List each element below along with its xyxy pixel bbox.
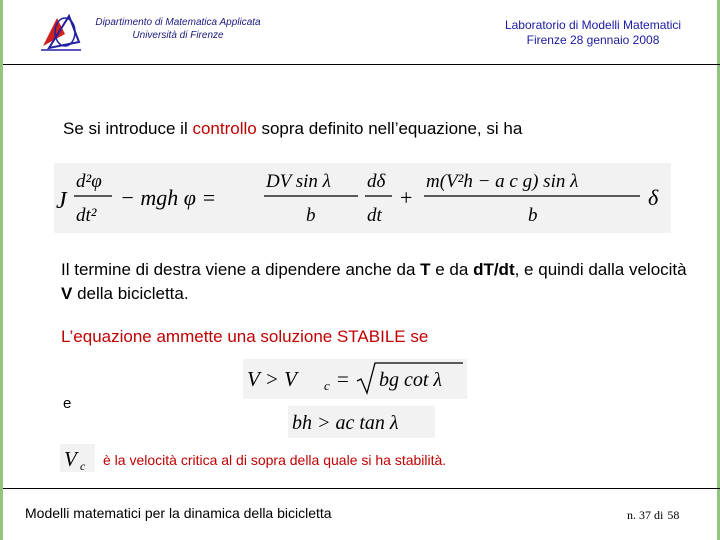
eq-b2: b xyxy=(528,205,538,226)
department-line2: Università di Firenze xyxy=(132,30,224,41)
eq-num2: m(V²h − a c g) sin λ xyxy=(426,171,579,192)
intro-after: sopra definito nell’equazione, si ha xyxy=(256,119,523,138)
header-divider xyxy=(3,64,393,65)
eq-plus: + xyxy=(400,185,413,210)
critical-velocity-text: è la velocità critica al di sopra della quale si ha stabilità. xyxy=(103,452,447,468)
and-label: e xyxy=(63,395,72,412)
cond1-lhs: V > V xyxy=(247,367,297,391)
eq-dt: dt xyxy=(367,205,382,226)
velocity-condition xyxy=(243,359,467,399)
intro-sentence xyxy=(63,119,522,139)
lab-info xyxy=(473,18,713,48)
intro-highlight: controllo xyxy=(192,119,257,138)
page-total: 58 xyxy=(667,508,680,522)
cond2-text: bh > ac tan λ xyxy=(292,412,399,434)
para-dTdt: dT/dt xyxy=(473,260,515,279)
department-line1: Dipartimento di Matematica Applicata xyxy=(95,17,261,28)
page-number xyxy=(627,508,683,523)
cond1-rad: bg cot λ xyxy=(379,369,443,391)
footer-divider xyxy=(3,488,720,489)
footer-title: Modelli matematici per la dinamica della bicicletta xyxy=(25,505,332,521)
para-V: V xyxy=(61,284,73,303)
para-T: T xyxy=(420,260,431,279)
eq-d2phi: d²φ xyxy=(76,171,102,192)
cond1-eq: = xyxy=(337,367,349,391)
vc-main: V xyxy=(64,447,77,471)
stability-condition-text: L’equazione ammette una soluzione STABILE se xyxy=(61,327,429,346)
para-text-2: e da xyxy=(430,260,474,279)
main-equation xyxy=(54,163,671,233)
eq-DV: DV sin λ xyxy=(266,171,331,192)
para-text-3: , e quindi dalla velocità xyxy=(514,260,687,279)
department-name xyxy=(83,16,273,42)
geometry-condition xyxy=(288,406,435,438)
eq-dt2: dt² xyxy=(76,205,97,226)
eq-b1: b xyxy=(306,205,316,226)
university-logo-icon xyxy=(39,12,83,52)
eq-J: J xyxy=(56,188,67,214)
para-text-4: della bicicletta. xyxy=(72,284,189,303)
explanation-paragraph xyxy=(61,258,701,306)
cond1-sub: c xyxy=(324,378,330,393)
critical-velocity-symbol xyxy=(60,444,95,472)
eq-delta: δ xyxy=(648,185,659,210)
eq-mgh: − mgh φ = xyxy=(120,185,217,210)
intro-before: Se si introduce il xyxy=(63,119,193,138)
lab-line1: Laboratorio di Modelli Matematici xyxy=(504,18,682,32)
eq-dd: dδ xyxy=(367,171,386,192)
lab-date: Firenze 28 gennaio 2008 xyxy=(526,33,660,47)
header-divider-right xyxy=(393,64,720,65)
para-text-1: Il termine di destra viene a dipendere anche da xyxy=(61,260,421,279)
page-label: n. 37 di xyxy=(627,508,664,522)
vc-sub: c xyxy=(80,459,86,472)
